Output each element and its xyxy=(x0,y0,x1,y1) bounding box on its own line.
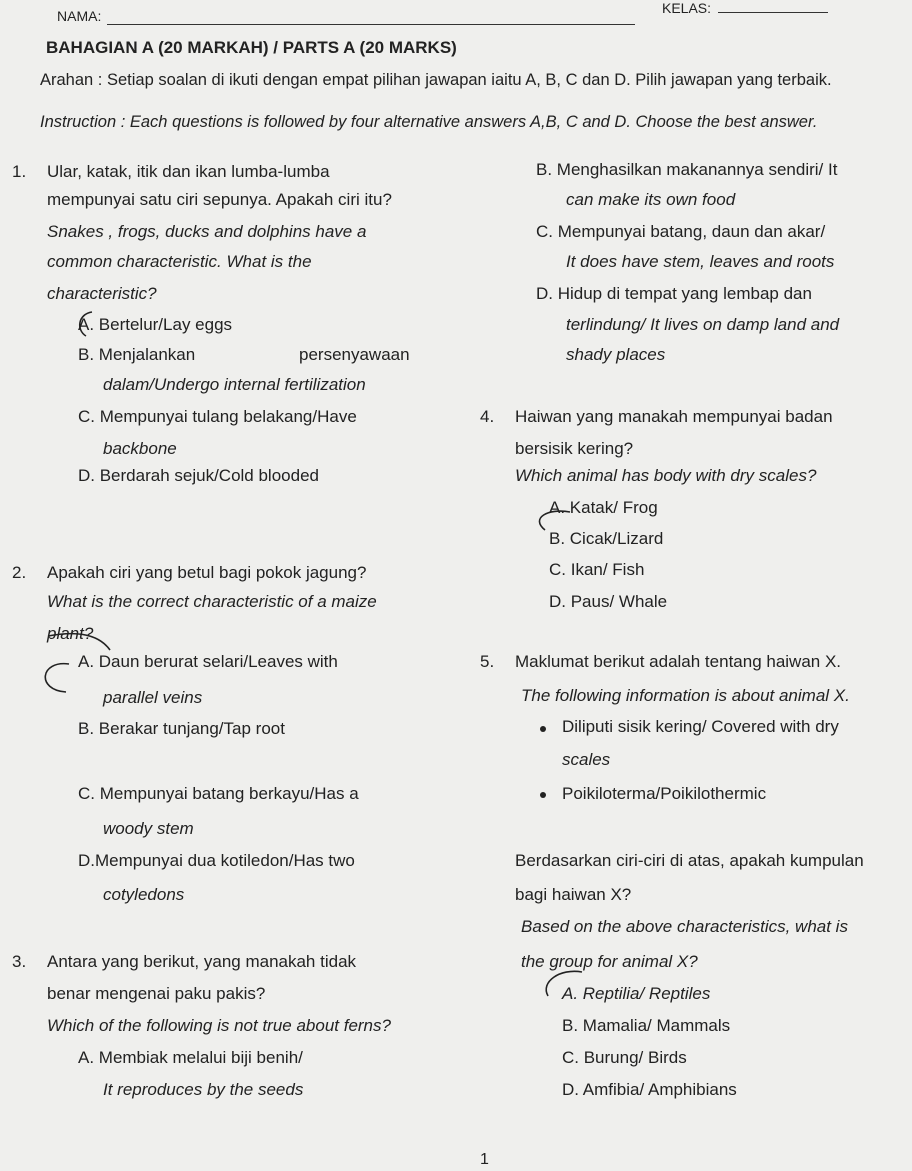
option-c-right-english: It does have stem, leaves and roots xyxy=(566,252,835,271)
option-c-right[interactable]: C. Mempunyai batang, daun dan akar/ xyxy=(536,222,826,241)
option-d-right-english-cont: shady places xyxy=(566,345,666,364)
question-text-malay: Ular, katak, itik dan ikan lumba-lumba xyxy=(47,162,330,181)
question-number: 5. xyxy=(480,652,495,671)
option-b-right-english: can make its own food xyxy=(566,190,736,209)
question-text-english: The following information is about animal X. xyxy=(521,686,850,705)
option-a[interactable]: A. Membiak melalui biji benih/ xyxy=(78,1048,303,1067)
option-d[interactable]: D. Berdarah sejuk/Cold blooded xyxy=(78,466,319,485)
option-d[interactable]: D. Paus/ Whale xyxy=(549,592,668,611)
question-prompt-english: Based on the above characteristics, what is xyxy=(521,917,848,936)
instruction-malay: Arahan : Setiap soalan di ikuti dengan empat pilihan jawapan iaitu A, B, C dan D. Pilih jawapan yang terbaik. xyxy=(40,71,832,89)
option-d-right-english: terlindung/ It lives on damp land and xyxy=(566,315,840,334)
question-text-malay-cont: mempunyai satu ciri sepunya. Apakah ciri itu? xyxy=(47,190,392,209)
question-text-malay: Antara yang berikut, yang manakah tidak xyxy=(47,952,357,971)
option-d-english: cotyledons xyxy=(103,885,185,904)
option-a[interactable]: A. Daun berurat selari/Leaves with xyxy=(78,652,338,671)
question-text-malay: Haiwan yang manakah mempunyai badan xyxy=(515,407,833,426)
name-label: NAMA: xyxy=(57,8,102,24)
question-text-english-cont: common characteristic. What is the xyxy=(47,252,312,271)
option-a[interactable]: A. Bertelur/Lay eggs xyxy=(78,315,233,334)
question-text-english: Snakes , frogs, ducks and dolphins have a xyxy=(47,222,367,241)
option-d[interactable]: D.Mempunyai dua kotiledon/Has two xyxy=(78,851,355,870)
info-item-2: Poikiloterma/Poikilothermic xyxy=(562,784,767,803)
question-number: 4. xyxy=(480,407,495,426)
option-c[interactable]: C. Ikan/ Fish xyxy=(549,560,645,579)
option-c-english: woody stem xyxy=(103,819,194,838)
section-title: BAHAGIAN A (20 MARKAH) / PARTS A (20 MARKS) xyxy=(46,38,457,57)
question-prompt-english-cont: the group for animal X? xyxy=(521,952,698,971)
option-d[interactable]: D. Amfibia/ Amphibians xyxy=(562,1080,737,1099)
option-b[interactable]: B. Berakar tunjang/Tap root xyxy=(78,719,285,738)
question-number: 2. xyxy=(12,563,27,582)
question-number: 1. xyxy=(12,162,27,181)
question-text-malay: Apakah ciri yang betul bagi pokok jagung? xyxy=(47,563,367,582)
option-a-english: parallel veins xyxy=(103,688,203,707)
info-item-1: Diliputi sisik kering/ Covered with dry xyxy=(562,717,839,736)
option-d-right[interactable]: D. Hidup di tempat yang lembap dan xyxy=(536,284,812,303)
option-c[interactable]: C. Mempunyai batang berkayu/Has a xyxy=(78,784,359,803)
question-text-english: Which animal has body with dry scales? xyxy=(515,466,817,485)
answer-mark-q2 xyxy=(45,634,110,692)
question-text-malay-cont: benar mengenai paku pakis? xyxy=(47,984,266,1003)
option-b-right[interactable]: B. Menghasilkan makanannya sendiri/ It xyxy=(536,160,838,179)
question-prompt-malay-cont: bagi haiwan X? xyxy=(515,885,632,904)
option-b[interactable]: B. Cicak/Lizard xyxy=(549,529,664,548)
option-b-cont: persenyawaan xyxy=(299,345,410,364)
option-b-english: dalam/Undergo internal fertilization xyxy=(103,375,366,394)
option-c[interactable]: C. Burung/ Birds xyxy=(562,1048,687,1067)
option-a-english: It reproduces by the seeds xyxy=(103,1080,304,1099)
question-text-malay: Maklumat berikut adalah tentang haiwan X. xyxy=(515,652,842,671)
instruction-english: Instruction : Each questions is followed by four alternative answers A,B, C and D. Choose the best answer. xyxy=(40,113,818,131)
question-text-english: What is the correct characteristic of a maize xyxy=(47,592,377,611)
question-text-malay-cont: bersisik kering? xyxy=(515,439,634,458)
option-b[interactable]: B. Mamalia/ Mammals xyxy=(562,1016,731,1035)
question-text-english: Which of the following is not true about ferns? xyxy=(47,1016,391,1035)
answer-mark-q4 xyxy=(539,511,570,530)
option-a[interactable]: A. Reptilia/ Reptiles xyxy=(562,984,711,1003)
question-text-english-end: plant? xyxy=(47,624,94,643)
question-number: 3. xyxy=(12,952,27,971)
page-number: 1 xyxy=(480,1151,489,1168)
question-text-english-end: characteristic? xyxy=(47,284,157,303)
option-c[interactable]: C. Mempunyai tulang belakang/Have xyxy=(78,407,357,426)
answer-mark-q5 xyxy=(546,971,582,996)
option-c-english: backbone xyxy=(103,439,177,458)
info-item-1-cont: scales xyxy=(562,750,611,769)
option-a[interactable]: A. Katak/ Frog xyxy=(549,498,658,517)
option-b[interactable]: B. Menjalankan xyxy=(78,345,196,364)
question-prompt-malay: Berdasarkan ciri-ciri di atas, apakah kumpulan xyxy=(515,851,864,870)
answer-mark-q1 xyxy=(80,312,92,336)
class-label: KELAS: xyxy=(662,0,712,16)
